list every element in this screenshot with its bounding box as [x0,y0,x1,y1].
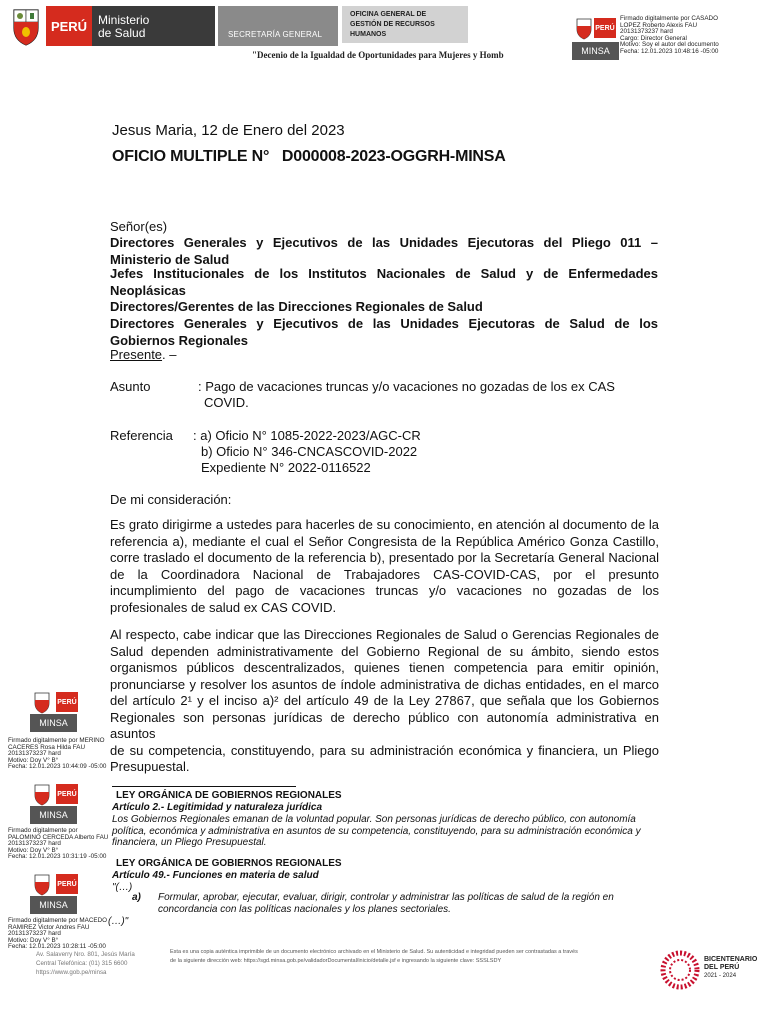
footnote-1-article: Artículo 2.- Legitimidad y naturaleza jurídica [112,802,323,813]
phone-line: Central Telefónica: (01) 315 6600 [36,960,128,967]
document-title: OFICIO MULTIPLE N° D000008-2023-OGGRH-MINSA [112,148,506,165]
signature-line: Firmado digitalmente por [8,827,78,834]
footnote-separator [112,786,296,787]
paragraph-2-line: organismos públicos descentralizados, quienes tienen competencia para emitir opinión, [110,660,659,675]
signature-details [8,918,107,951]
presente-line [110,347,177,364]
del-peru-label: DEL PERÚ [704,964,740,971]
peru-brand-badge: PERÚ [46,6,92,46]
signature-line: Firmado digitalmente por MACEDO [8,917,108,924]
ministerio-de-salud-label [92,6,215,46]
paragraph-2 [110,627,659,776]
asunto-label: Asunto [110,379,151,394]
minsa-badge: MINSA [30,714,77,732]
minsa-badge: MINSA [572,42,619,60]
coat-of-arms-icon [34,784,50,806]
de-salud-label: de Salud [98,26,146,40]
oficina-line-1: OFICINA GENERAL DE [350,11,427,18]
peru-badge: PERÚ [56,692,78,712]
bicentenario-emblem-icon [660,950,700,990]
referencia-label: Referencia [110,428,173,443]
signature-line: 20131373237 hard [8,750,61,758]
signature-line: Fecha: 12.01.2023 10:28:11 -05:00 [8,943,106,951]
coat-of-arms-icon [34,874,50,896]
secretaria-general-label: SECRETARÍA GENERAL [218,6,338,46]
asunto-line-2: COVID. [204,395,249,410]
addressee-2: Jefes Institucionales de los Institutos Nacionales de Salud y de Enfermedades Neoplásicas [110,266,658,298]
years-label: 2021 - 2024 [704,973,737,979]
signature-line: 20131373237 hard [620,28,673,36]
footnote-1-title: LEY ORGÁNICA DE GOBIERNOS REGIONALES [116,790,342,801]
paragraph-2-line: de su competencia, constituyendo, para su administración económica y financiera, un Pliego [110,742,659,758]
signature-line: CACERES Rosa Hilda FAU [8,743,85,751]
decade-motto: "Decenio de la Igualdad de Oportunidades para Mujeres y Homb [252,50,504,60]
addressee-4: Directores Generales y Ejecutivos de las Unidades Ejecutoras de Salud de los Gobiernos Regionales [110,316,658,348]
oficina-label [342,6,468,43]
footnote-2-close: (…)" [108,916,129,927]
peru-badge: PERÚ [56,874,78,894]
paragraph-2-line: Regionales son personas jurídicas de derecho público con autonomía administrativa en asuntos [110,709,659,741]
paragraph-2-line: Salud dependen administrativamente del Gobierno Regional de su ámbito, siendo estos [110,643,659,659]
coat-of-arms-icon [34,692,50,714]
signature-line: LOPEZ Roberto Alexis FAU [620,21,697,29]
footnote-2-item [158,892,660,915]
minsa-badge: MINSA [30,806,77,824]
footnote-2-item-line: concordancia con las políticas nacionales y los planes sectoriales. [158,903,451,915]
address-line: Av. Salaverry Nro. 801, Jesús María [36,951,135,958]
presente-suffix: . – [162,347,177,362]
signature-line: 20131373237 hard [8,840,61,848]
referencia-line-2: b) Oficio N° 346-CNCASCOVID-2022 [201,444,418,459]
ministerio-label: Ministerio [98,13,150,27]
authenticity-note-line: de la siguiente dirección web: https://sgd.minsa.gob.pe/validadorDocumental/inicio/detalle.jsf e ingresando la siguiente clave: SSSLSDY [170,958,502,964]
paragraph-2-line: del artículo 2¹ y el inciso a)² del artículo 49 de la Ley 27867, que señala que los Gobiernos [110,693,659,708]
bicentenario-text [704,956,757,980]
asunto-line-1: : Pago de vacaciones truncas y/o vacaciones no gozadas de los ex CAS [198,379,615,394]
signature-line: Firmado digitalmente por CASADO [620,15,718,22]
footnote-1-text [112,814,660,849]
signature-line: Motivo: Soy el autor del documento [620,41,719,49]
signature-line: Motivo: Doy V° B° [8,936,59,944]
paragraph-1: Es grato dirigirme a ustedes para hacerles de su conocimiento, en atención al documento de la referencia a), mediante el cual el Señor Congresista de la República Américo Gonza Castillo, corre traslado el documento de la referencia b), presentado por la Secretaría General Nacional de la Coordinadora Nacional de Trabajadores CAS-COVID-CAS, por el presunto incumplimiento del pago de vacaciones truncas y/o vacaciones no gozadas de los profesionales de salud ex CAS COVID. [110,517,659,615]
addressee-3: Directores/Gerentes de las Direcciones Regionales de Salud [110,299,483,314]
website-link[interactable]: https://www.gob.pe/minsa [36,969,107,976]
paragraph-2-line: Al respecto, cabe indicar que las Direcciones Regionales de Salud o Gerencias Regionales de [110,627,659,642]
footnote-2-ellipsis: "(…) [112,882,133,893]
footnote-1-line: política, económica y administrativa en asuntos de su competencia, constituyendo, para su administración económica y [112,825,641,837]
signature-line: Fecha: 12.01.2023 10:31:19 -05:00 [8,853,107,861]
signature-line: 20131373237 hard [8,930,61,938]
signature-line: Motivo: Doy V° B° [8,756,59,764]
oficina-line-2: GESTIÓN DE RECURSOS [350,21,435,28]
peru-badge: PERÚ [56,784,78,804]
footnote-1-line: financiera, un Pliego Presupuestal. [112,837,267,848]
footnote-1-line: Los Gobiernos Regionales emanan de la voluntad popular. Son personas jurídicas de derecho público, con autonomía [112,814,636,825]
signature-details [8,738,106,771]
signature-line: Fecha: 12.01.2023 10:48:16 -05:00 [620,47,719,55]
minsa-badge: MINSA [30,896,77,914]
referencia-line-3: Expediente N° 2022-0116522 [201,460,371,475]
signature-line: Cargo: Director General [620,34,687,42]
signature-line: PALOMINO CERCEDA Alberto FAU [8,833,109,841]
senores-label: Señor(es) [110,219,168,234]
footnote-2-title: LEY ORGÁNICA DE GOBIERNOS REGIONALES [116,858,342,869]
paragraph-2-line: Presupuestal. [110,759,190,774]
addressee-1: Directores Generales y Ejecutivos de las Unidades Ejecutoras del Pliego 011 – Ministerio de Salud [110,235,658,267]
place-date: Jesus Maria, 12 de Enero del 2023 [112,122,345,139]
peru-coat-of-arms-icon [10,8,42,46]
signature-line: Firmado digitalmente por MERINO [8,737,105,744]
bicentenario-label: BICENTENARIO [704,956,758,963]
footnote-2-item-line: Formular, aprobar, ejecutar, evaluar, dirigir, controlar y administrar las políticas de salud de la región en [158,892,614,903]
presente-label: Presente [110,347,163,362]
signature-details [8,828,108,861]
authenticity-note-line: Esta es una copia auténtica imprimible de un documento electrónico archivado en el Ministerio de Salud. Su autenticidad e integridad pueden ser contrastadas a través [170,949,578,955]
footnote-2-article: Artículo 49.- Funciones en materia de salud [112,870,319,881]
greeting: De mi consideración: [110,492,232,507]
oficina-line-3: HUMANOS [350,31,387,38]
authenticity-note [170,948,648,966]
footnote-2-item-label: a) [132,892,141,903]
coat-of-arms-icon [576,18,592,40]
paragraph-2-line: pronunciarse y resolver los asuntos de índole administrativa de dichas entidades, en el marco [110,676,659,692]
peru-badge: PERÚ [594,18,616,38]
signature-details [620,16,719,56]
signature-line: Motivo: Doy V° B° [8,846,59,854]
footer-address [36,950,135,977]
signature-line: RAMIREZ Victor Andres FAU [8,923,90,931]
referencia-line-1: : a) Oficio N° 1085-2022-2023/AGC-CR [193,428,421,443]
signature-line: Fecha: 12.01.2023 10:44:09 -05:00 [8,763,107,771]
